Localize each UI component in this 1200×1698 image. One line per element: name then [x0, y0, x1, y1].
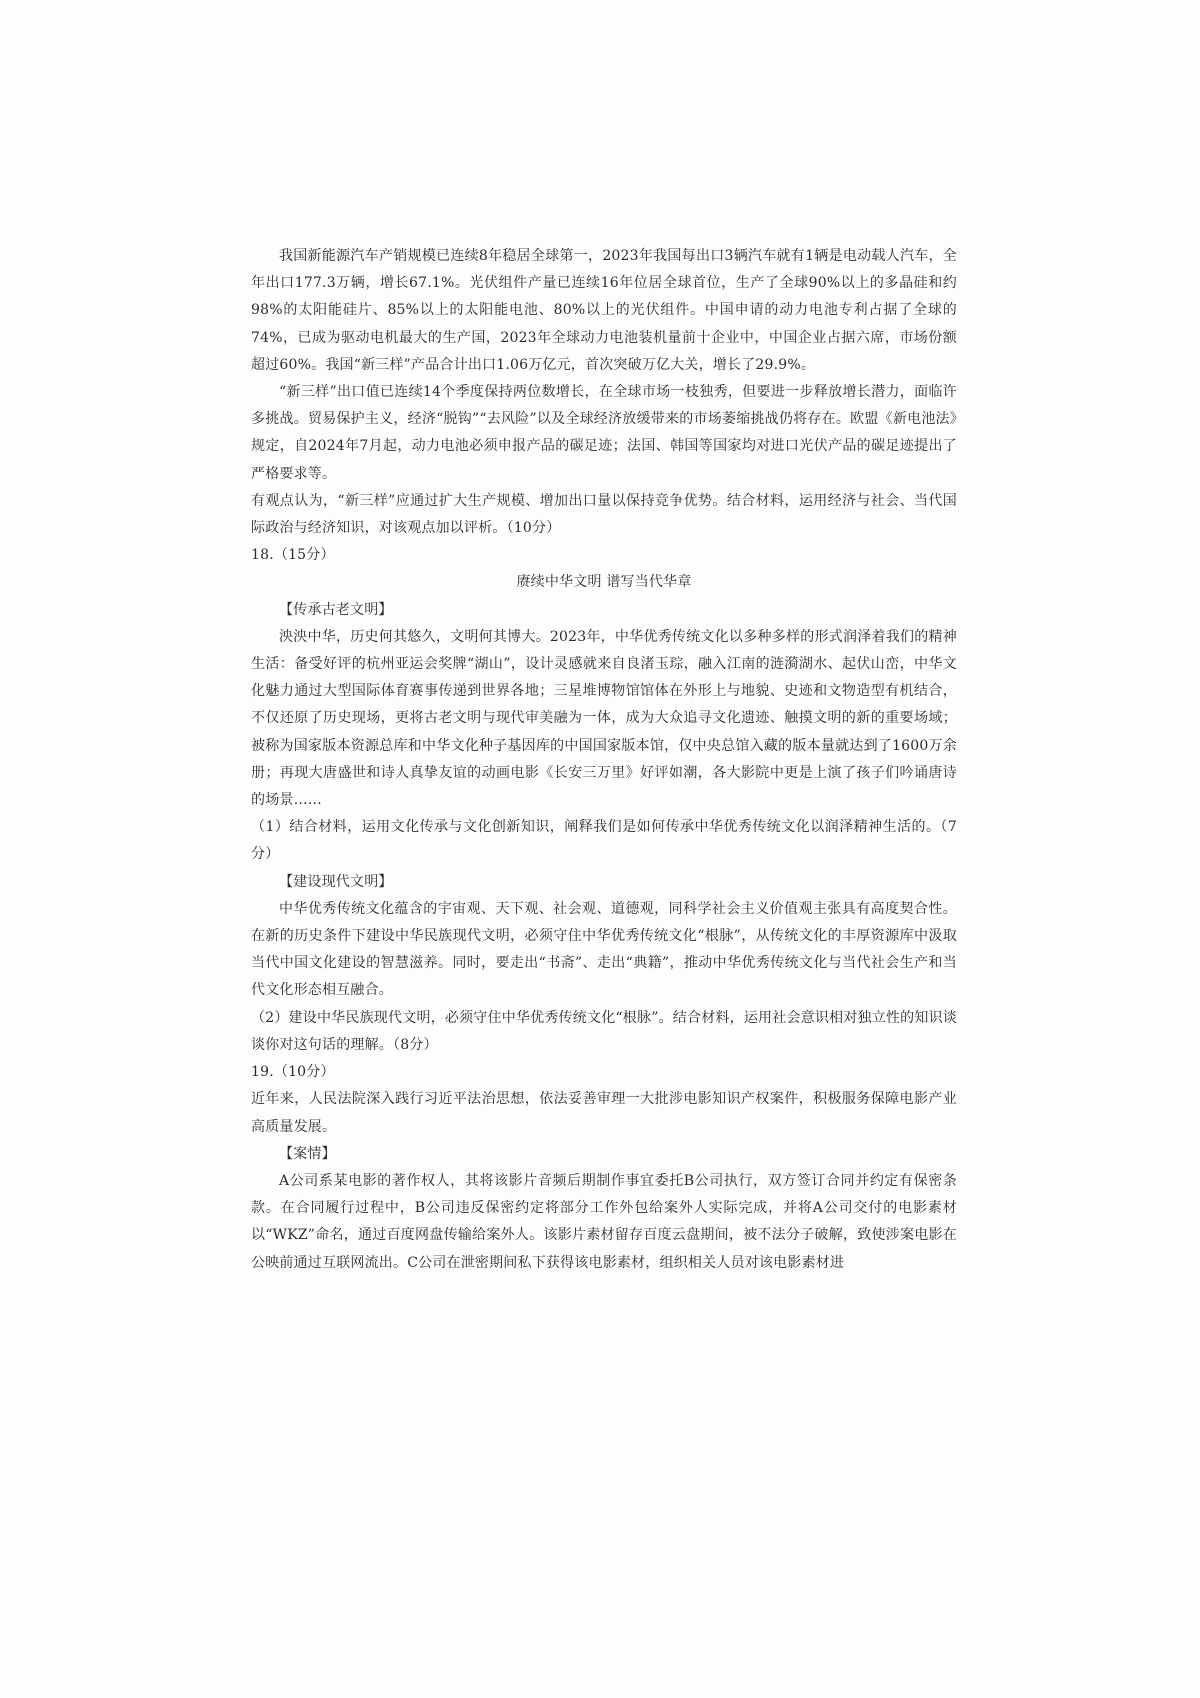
paragraph-ancient-civilization: 泱泱中华，历史何其悠久，文明何其博大。2023年，中华优秀传统文化以多种多样的形式润泽着我们的精神生活：备受好评的杭州亚运会奖牌“湖山”，设计灵感就来自良渚玉琮，融入江南的涟漪湖水、起伏山峦，中华文化魅力通过大型国际体育赛事传递到世界各地；三星堆博物馆馆体在外形上与地貌、史迹和文物造型有机结合，不仅还原了历史现场，更将古老文明与现代审美融为一体，成为大众追寻文化遗迹、触摸文明的新的重要场域；被称为国家版本资源总库和中华文化种子基因库的中国国家版本馆，仅中央总馆入藏的版本量就达到了1600万余册；再现大唐盛世和诗人真挚友谊的动画电影《长安三万里》好评如潮，各大影院中更是上演了孩子们吟诵唐诗的场景…… — [251, 628, 957, 809]
section-title: 赓续中华文明 谱写当代华章 — [516, 574, 692, 591]
page-content — [251, 243, 957, 1277]
heading-inherit-ancient-civilization: 【传承古老文明】 — [279, 601, 393, 618]
paragraph-modern-civilization: 中华优秀传统文化蕴含的宇宙观、天下观、社会观、道德观，同科学社会主义价值观主张具有高度契合性。在新的历史条件下建设中华民族现代文明，必须守住中华优秀传统文化“根脉”，从传统文化的丰厚资源库中汲取当代中国文化建设的智慧滋养。同时，要走出“书斋”、走出“典籍”，推动中华优秀传统文化与当代社会生产和当代文化形态相互融合。 — [251, 900, 957, 999]
heading-case: 【案情】 — [279, 1145, 336, 1162]
paragraph-case-details: A公司系某电影的著作权人，其将该影片音频后期制作事宜委托B公司执行，双方签订合同并约定有保密条款。在合同履行过程中，B公司违反保密约定将部分工作外包给案外人实际完成，并将A公司交付的电影素材以“WKZ”命名，通过百度网盘传输给案外人。该影片素材留存百度云盘期间，被不法分子破解，致使涉案电影在公映前通过互联网流出。C公司在泄密期间私下获得该电影素材，组织相关人员对该电影素材进 — [251, 1172, 957, 1271]
question-18-part-2: （2）建设中华民族现代文明，必须守住中华优秀传统文化“根脉”。结合材料，运用社会意识相对独立性的知识谈谈你对这句话的理解。（8分） — [251, 1009, 957, 1053]
question-18-part-1: （1）结合材料，运用文化传承与文化创新知识，阐释我们是如何传承中华优秀传统文化以润泽精神生活的。（7分） — [251, 819, 957, 863]
paragraph-new-three-challenges: “新三样”出口值已连续14个季度保持两位数增长，在全球市场一枝独秀，但要进一步释放增长潜力，面临许多挑战。贸易保护主义，经济“脱钩”“去风险”以及全球经济放缓带来的市场萎缩挑战仍将存在。欧盟《新电池法》规定，自2024年7月起，动力电池必须申报产品的碳足迹；法国、韩国等国家均对进口光伏产品的碳足迹提出了严格要求等。 — [251, 384, 957, 482]
heading-build-modern-civilization: 【建设现代文明】 — [279, 873, 393, 890]
question-17-prompt: 有观点认为，“新三样”应通过扩大生产规模、增加出口量以保持竞争优势。结合材料，运用经济与社会、当代国际政治与经济知识，对该观点加以评析。（10分） — [251, 492, 957, 537]
question-19-intro: 近年来，人民法院深入践行习近平法治思想，依法妥善审理一大批涉电影知识产权案件，积极服务保障电影产业高质量发展。 — [251, 1091, 957, 1135]
question-19-number: 19.（10分） — [251, 1064, 335, 1081]
paragraph-new-energy: 我国新能源汽车产销规模已连续8年稳居全球第一，2023年我国每出口3辆汽车就有1辆是电动载人汽车，全年出口177.3万辆，增长67.1%。光伏组件产量已连续16年位居全球首位，生产了全球90%以上的多晶硅和约98%的太阳能硅片、85%以上的太阳能电池、80%以上的光伏组件。中国申请的动力电池专利占据了全球的74%，已成为驱动电机最大的生产国，2023年全球动力电池装机量前十企业中，中国企业占据六席，市场份额超过60%。我国“新三样”产品合计出口1.06万亿元，首次突破万亿大关，增长了29.9%。 — [251, 248, 957, 373]
question-18-number: 18.（15分） — [251, 547, 335, 564]
